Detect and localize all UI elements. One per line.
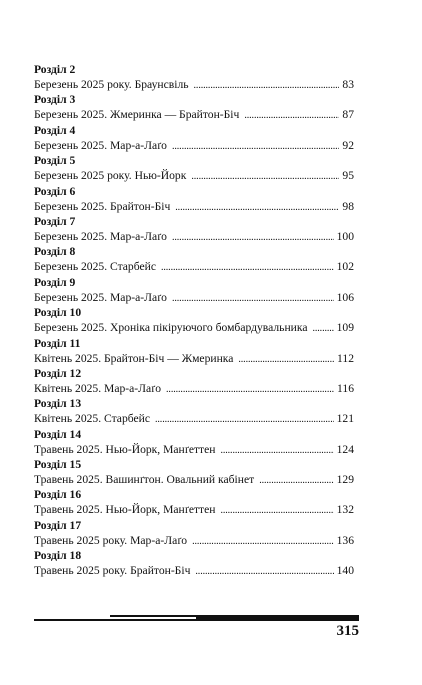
toc-entry <box>34 124 354 154</box>
chapter-heading: Розділ 14 <box>34 427 82 441</box>
toc-line <box>34 290 354 305</box>
dot-leader <box>192 534 334 549</box>
chapter-page: 83 <box>342 78 354 91</box>
toc-entry <box>34 154 354 184</box>
dot-leader <box>194 78 340 93</box>
dot-leader <box>175 200 339 215</box>
dot-leader <box>238 352 334 367</box>
toc-line <box>34 442 354 457</box>
toc-entry <box>34 63 354 93</box>
chapter-title: Березень 2025. Хроніка пікіруючого бомбардувальника <box>34 321 308 335</box>
chapter-page: 95 <box>342 169 354 183</box>
chapter-title: Травень 2025 року. Брайтон-Біч <box>34 564 191 578</box>
chapter-page: 136 <box>336 533 354 547</box>
toc-entry <box>34 519 354 549</box>
dot-leader <box>166 382 334 397</box>
chapter-heading: Розділ 9 <box>34 275 76 289</box>
toc-line <box>34 381 354 396</box>
chapter-page: 109 <box>336 321 354 335</box>
table-of-contents <box>34 63 354 580</box>
dot-leader <box>195 564 333 579</box>
chapter-page: 92 <box>342 138 354 152</box>
dot-leader <box>172 230 334 245</box>
toc-entry <box>34 337 354 367</box>
toc-entry <box>34 397 354 427</box>
toc-entry <box>34 488 354 518</box>
chapter-page: 121 <box>336 412 354 426</box>
toc-entry <box>34 276 354 306</box>
chapter-page: 129 <box>336 473 354 487</box>
chapter-heading: Розділ 6 <box>34 184 76 198</box>
chapter-title: Травень 2025 року. Мар-а-Лаґо <box>34 533 188 547</box>
chapter-title: Березень 2025. Мар-а-Лаґо <box>34 229 167 243</box>
chapter-page: 140 <box>336 564 354 578</box>
dot-leader <box>155 412 334 427</box>
toc-line <box>34 411 354 426</box>
chapter-title: Березень 2025. Мар-а-Лаґо <box>34 290 167 304</box>
toc-entry <box>34 458 354 488</box>
chapter-page: 106 <box>336 290 354 304</box>
toc-line <box>34 229 354 244</box>
dot-leader <box>220 503 333 518</box>
toc-line <box>34 138 354 153</box>
dot-leader <box>220 443 333 458</box>
chapter-page: 116 <box>337 381 354 395</box>
chapter-heading: Розділ 2 <box>34 63 76 76</box>
chapter-heading: Розділ 5 <box>34 154 76 168</box>
toc-line <box>34 472 354 487</box>
chapter-heading: Розділ 8 <box>34 245 76 259</box>
toc-line <box>34 502 354 517</box>
chapter-heading: Розділ 3 <box>34 93 76 107</box>
dot-leader <box>172 291 334 306</box>
toc-line <box>34 107 354 122</box>
chapter-title: Березень 2025 року. Нью-Йорк <box>34 169 187 183</box>
toc-entry <box>34 306 354 336</box>
chapter-title: Квітень 2025. Старбейс <box>34 412 150 426</box>
chapter-heading: Розділ 12 <box>34 366 82 380</box>
toc-entry <box>34 185 354 215</box>
dot-leader <box>259 473 333 488</box>
toc-line <box>34 533 354 548</box>
chapter-page: 98 <box>342 199 354 213</box>
chapter-page: 124 <box>336 442 354 456</box>
toc-line <box>34 563 354 578</box>
dot-leader <box>172 139 339 154</box>
toc-line <box>34 259 354 274</box>
chapter-title: Квітень 2025. Мар-а-Лаґо <box>34 381 162 395</box>
chapter-title: Травень 2025. Нью-Йорк, Манґеттен <box>34 503 216 517</box>
toc-entry <box>34 245 354 275</box>
toc-line <box>34 351 354 366</box>
chapter-title: Березень 2025. Брайтон-Біч <box>34 199 171 213</box>
footer-rule <box>34 619 359 621</box>
toc-line <box>34 77 354 92</box>
chapter-heading: Розділ 18 <box>34 549 82 563</box>
chapter-heading: Розділ 11 <box>34 336 81 350</box>
chapter-heading: Розділ 16 <box>34 488 82 502</box>
toc-entry <box>34 215 354 245</box>
toc-line <box>34 168 354 183</box>
page-number: 315 <box>336 623 359 639</box>
chapter-heading: Розділ 7 <box>34 214 76 228</box>
chapter-title: Травень 2025. Вашинґтон. Овальний кабінет <box>34 473 255 487</box>
toc-entry <box>34 93 354 123</box>
chapter-heading: Розділ 13 <box>34 397 82 411</box>
toc-line <box>34 199 354 214</box>
chapter-heading: Розділ 4 <box>34 123 76 137</box>
chapter-title: Березень 2025. Жмеринка — Брайтон-Біч <box>34 108 240 122</box>
toc-entry <box>34 549 354 579</box>
chapter-page: 87 <box>342 108 354 122</box>
chapter-page: 132 <box>336 503 354 517</box>
chapter-title: Квітень 2025. Брайтон-Біч — Жмеринка <box>34 351 234 365</box>
chapter-page: 100 <box>336 229 354 243</box>
chapter-title: Березень 2025. Мар-а-Лаґо <box>34 138 167 152</box>
chapter-heading: Розділ 17 <box>34 518 82 532</box>
dot-leader <box>161 260 334 275</box>
dot-leader <box>191 169 339 184</box>
dot-leader <box>312 321 333 336</box>
chapter-heading: Розділ 10 <box>34 306 82 320</box>
toc-line <box>34 320 354 335</box>
chapter-title: Березень 2025 року. Браунсвіль <box>34 78 189 91</box>
dot-leader <box>244 108 339 123</box>
toc-entry <box>34 367 354 397</box>
chapter-page: 112 <box>337 351 354 365</box>
toc-entry <box>34 428 354 458</box>
chapter-title: Травень 2025. Нью-Йорк, Манґеттен <box>34 442 216 456</box>
chapter-heading: Розділ 15 <box>34 458 82 472</box>
chapter-page: 102 <box>336 260 354 274</box>
chapter-title: Березень 2025. Старбейс <box>34 260 156 274</box>
